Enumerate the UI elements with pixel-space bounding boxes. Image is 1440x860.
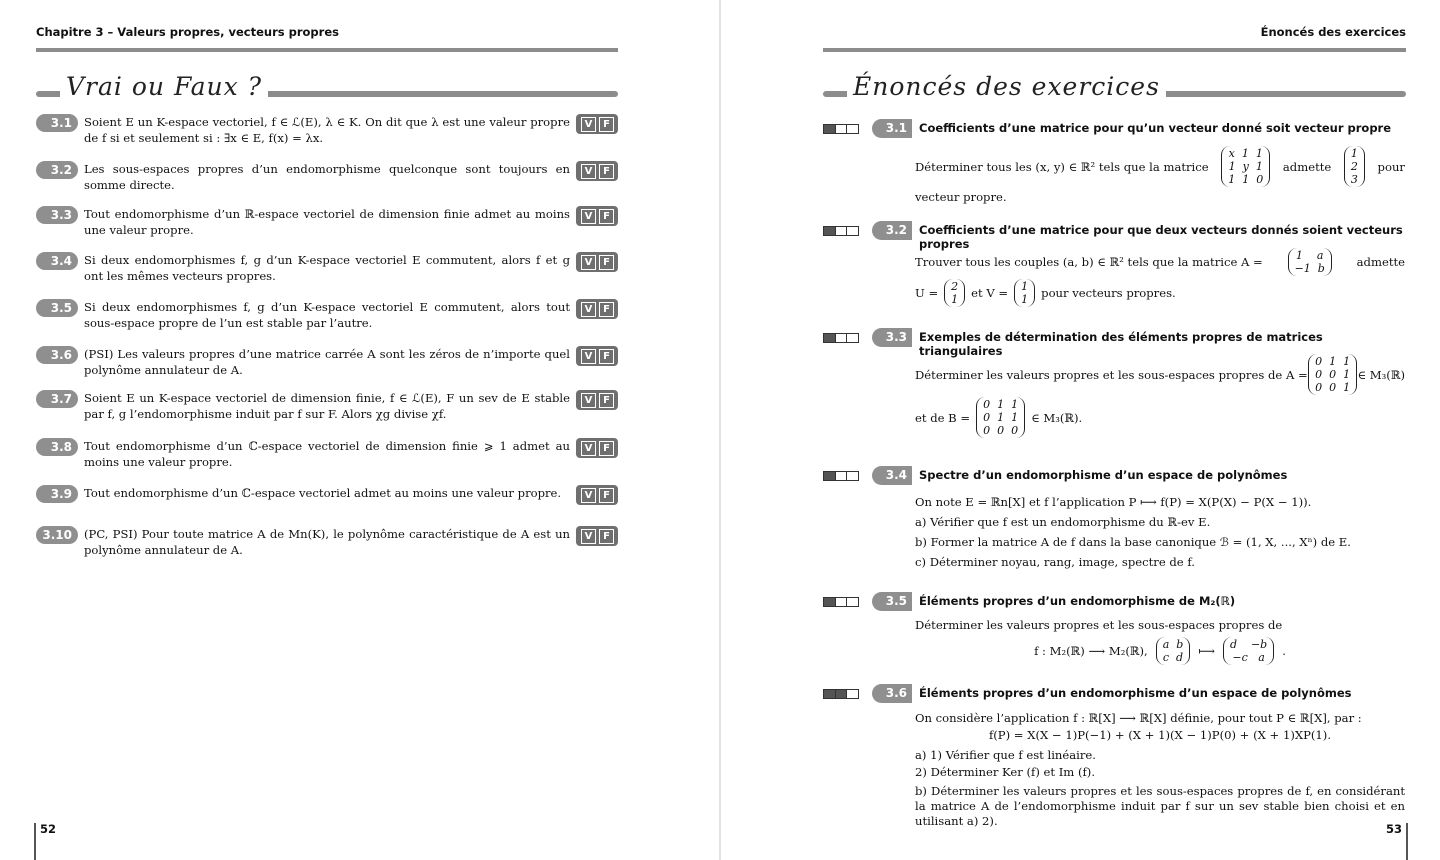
difficulty-indicator bbox=[823, 124, 859, 134]
item-number: 3.7 bbox=[36, 390, 78, 408]
statement-text: admette bbox=[1282, 159, 1332, 174]
matrix bbox=[1156, 637, 1191, 665]
header-rule bbox=[36, 48, 618, 52]
exercise-3-5-body bbox=[915, 617, 1405, 665]
item-statement: Soient E un K-espace vectoriel de dimension finie, f ∈ ℒ(E), F un sev de E stable par f, g l’endomorphisme induit par f sur F. Alors χg divise χf. bbox=[84, 391, 570, 421]
statement-text: Déterminer tous les (x, y) ∈ ℝ² tels que la matrice bbox=[915, 159, 1209, 174]
exercise-title: Coefficients d’une matrice pour que deux vecteurs donnés soient vecteurs propres bbox=[919, 223, 1403, 251]
vrai-button[interactable]: V bbox=[581, 164, 596, 179]
statement-text: pour vecteurs propres. bbox=[1041, 286, 1176, 300]
matrix-row: 0 0 1 bbox=[1315, 381, 1351, 394]
matrix-row: 2 bbox=[951, 280, 959, 293]
exercise-3-2-body bbox=[915, 248, 1405, 307]
matrix-row: a b bbox=[1162, 638, 1184, 651]
item-statement: Tout endomorphisme d’un ℂ-espace vectoriel admet au moins une valeur propre. bbox=[84, 486, 562, 500]
statement-text: pour bbox=[1377, 159, 1405, 174]
matrix-row: 0 1 1 bbox=[1315, 355, 1351, 368]
item-number: 3.1 bbox=[36, 114, 78, 132]
exercise-number: 3.6 bbox=[872, 684, 912, 703]
item-statement: Tout endomorphisme d’un ℂ-espace vectoriel de dimension finie ⩾ 1 admet au moins une valeur propre. bbox=[84, 439, 570, 469]
item-number: 3.3 bbox=[36, 206, 78, 224]
item-number: 3.9 bbox=[36, 485, 78, 503]
vrai-faux-answer-box[interactable] bbox=[576, 526, 618, 546]
vrai-button[interactable]: V bbox=[581, 529, 596, 544]
vrai-button[interactable]: V bbox=[581, 302, 596, 317]
item-statement: Si deux endomorphismes f, g d’un K-espace vectoriel E commutent, alors tout sous-espace propre de l’un est stable par l’autre. bbox=[84, 300, 570, 330]
faux-button[interactable]: F bbox=[599, 529, 614, 544]
matrix-row: −1 b bbox=[1294, 262, 1325, 275]
item-statement: (PC, PSI) Pour toute matrice A de Mn(K), le polynôme caractéristique de A est un polynôme annulateur de A. bbox=[84, 527, 570, 557]
item-number: 3.4 bbox=[36, 252, 78, 270]
statement-text: On note E = ℝn[X] et f l’application P ⟼ f(P) = X(P(X) − P(X − 1)). bbox=[915, 495, 1312, 509]
item-statement: Tout endomorphisme d’un ℝ-espace vectoriel de dimension finie admet au moins une valeur propre. bbox=[84, 207, 570, 237]
difficulty-indicator bbox=[823, 689, 859, 699]
statement-text: Trouver tous les couples (a, b) ∈ ℝ² tels que la matrice A = bbox=[915, 255, 1263, 269]
matrix-row: 2 bbox=[1350, 160, 1358, 173]
section-header: Énoncés des exercices bbox=[1260, 25, 1406, 39]
faux-button[interactable]: F bbox=[599, 302, 614, 317]
statement-text: et V = bbox=[971, 286, 1009, 300]
vrai-faux-answer-box[interactable] bbox=[576, 161, 618, 181]
footer-bar bbox=[1406, 823, 1408, 860]
section-title: Vrai ou Faux ? bbox=[60, 72, 268, 101]
matrix bbox=[1221, 146, 1270, 187]
faux-button[interactable]: F bbox=[599, 117, 614, 132]
faux-button[interactable]: F bbox=[599, 255, 614, 270]
matrix-row: 1 1 0 bbox=[1228, 173, 1264, 186]
matrix-row: 0 1 1 bbox=[983, 398, 1019, 411]
item-number: 3.8 bbox=[36, 438, 78, 456]
vrai-faux-answer-box[interactable] bbox=[576, 438, 618, 458]
vrai-ou-faux-title-row bbox=[36, 72, 618, 108]
statement-text: et de B = bbox=[915, 410, 971, 425]
vrai-faux-answer-box[interactable] bbox=[576, 299, 618, 319]
item-number: 3.6 bbox=[36, 346, 78, 364]
vrai-faux-answer-box[interactable] bbox=[576, 390, 618, 410]
vrai-button[interactable]: V bbox=[581, 488, 596, 503]
matrix-row: 1 a bbox=[1295, 249, 1324, 262]
faux-button[interactable]: F bbox=[599, 393, 614, 408]
vrai-button[interactable]: V bbox=[581, 393, 596, 408]
vrai-button[interactable]: V bbox=[581, 441, 596, 456]
question-a1: a) 1) Vérifier que f est linéaire. bbox=[915, 748, 1096, 762]
matrix-row: 1 bbox=[951, 293, 959, 306]
statement-text: U = bbox=[915, 286, 939, 300]
vrai-button[interactable]: V bbox=[581, 117, 596, 132]
header-rule bbox=[823, 48, 1406, 52]
difficulty-indicator bbox=[823, 226, 859, 236]
item-number: 3.5 bbox=[36, 299, 78, 317]
item-statement: Les sous-espaces propres d’un endomorphisme quelconque sont toujours en somme directe. bbox=[84, 162, 570, 192]
vector bbox=[1344, 146, 1365, 187]
page-number: 52 bbox=[40, 822, 57, 836]
formula: f(P) = X(X − 1)P(−1) + (X + 1)(X − 1)P(0) + (X + 1)XP(1). bbox=[988, 728, 1331, 742]
matrix-row: 1 bbox=[1021, 293, 1029, 306]
item-number: 3.2 bbox=[36, 161, 78, 179]
vrai-faux-answer-box[interactable] bbox=[576, 206, 618, 226]
question-c: c) Déterminer noyau, rang, image, spectre de f. bbox=[915, 555, 1195, 569]
matrix-row: −c a bbox=[1232, 651, 1265, 664]
statement-text: . bbox=[1282, 644, 1286, 658]
matrix-row: 0 0 0 bbox=[983, 424, 1019, 437]
exercise-3-1-body bbox=[915, 146, 1405, 205]
matrix-row: d −b bbox=[1229, 638, 1268, 651]
matrix-row: x 1 1 bbox=[1228, 147, 1263, 160]
statement-text: vecteur propre. bbox=[915, 190, 1007, 204]
statement-text: ∈ M₃(ℝ). bbox=[1031, 410, 1083, 425]
matrix-row: 1 bbox=[1350, 147, 1358, 160]
matrix-row: 3 bbox=[1350, 173, 1358, 186]
exercise-title: Coefficients d’une matrice pour qu’un vecteur donné soit vecteur propre bbox=[919, 121, 1392, 135]
matrix-row: 0 0 1 bbox=[1315, 368, 1351, 381]
exercise-number: 3.3 bbox=[872, 328, 912, 347]
item-number: 3.10 bbox=[36, 526, 78, 544]
vrai-button[interactable]: V bbox=[581, 255, 596, 270]
difficulty-indicator bbox=[823, 597, 859, 607]
page-number: 53 bbox=[1385, 822, 1402, 836]
matrix-row: 0 1 1 bbox=[983, 411, 1019, 424]
question-b: b) Déterminer les valeurs propres et les sous-espaces propres de f, en considérant la matrice A de l’endomorphisme induit par f sur un sev stable bien choisi et en utilisant a) 2). bbox=[915, 784, 1405, 828]
maps-to-arrow: ⟼ bbox=[1198, 644, 1215, 658]
exercise-title: Spectre d’un endomorphisme d’un espace de polynômes bbox=[919, 468, 1288, 482]
question-a2: 2) Déterminer Ker (f) et Im (f). bbox=[915, 765, 1096, 779]
matrix-row: 1 y 1 bbox=[1228, 160, 1263, 173]
faux-button[interactable]: F bbox=[599, 488, 614, 503]
footer-bar bbox=[34, 823, 36, 860]
vrai-faux-answer-box[interactable] bbox=[576, 346, 618, 366]
vrai-button[interactable]: V bbox=[581, 209, 596, 224]
matrix bbox=[1308, 354, 1357, 395]
question-a: a) Vérifier que f est un endomorphisme du ℝ-ev E. bbox=[915, 515, 1211, 529]
statement-text: Déterminer les valeurs propres et les sous-espaces propres de A = bbox=[915, 367, 1308, 382]
map-definition: f : M₂(ℝ) ⟶ M₂(ℝ), bbox=[1034, 644, 1148, 658]
exercise-title: Exemples de détermination des éléments propres de matrices triangulaires bbox=[919, 330, 1323, 358]
exercise-title: Éléments propres d’un endomorphisme d’un espace de polynômes bbox=[919, 686, 1352, 700]
difficulty-indicator bbox=[823, 471, 859, 481]
statement-text: Déterminer les valeurs propres et les sous-espaces propres de bbox=[915, 618, 1283, 632]
matrix bbox=[1223, 637, 1274, 665]
matrix-row: c d bbox=[1162, 651, 1184, 664]
item-statement: Si deux endomorphismes f, g d’un K-espace vectoriel E commutent, alors f et g ont les mêmes vecteurs propres. bbox=[84, 253, 570, 283]
vrai-faux-answer-box[interactable] bbox=[576, 114, 618, 134]
vrai-faux-answer-box[interactable] bbox=[576, 252, 618, 272]
item-statement: (PSI) Les valeurs propres d’une matrice carrée A sont les zéros de n’importe quel polynôme annulateur de A. bbox=[84, 347, 570, 377]
faux-button[interactable]: F bbox=[599, 349, 614, 364]
matrix bbox=[1288, 248, 1332, 276]
exercise-3-6-body bbox=[915, 710, 1405, 829]
right-page bbox=[722, 0, 1440, 860]
statement-text: ∈ M₃(ℝ) bbox=[1357, 367, 1405, 382]
chapter-header: Chapitre 3 – Valeurs propres, vecteurs propres bbox=[36, 25, 339, 39]
item-statement: Soient E un K-espace vectoriel, f ∈ ℒ(E), λ ∈ K. On dit que λ est une valeur propre de f si et seulement si : ∃x ∈ E, f(x) = λx. bbox=[84, 115, 570, 145]
faux-button[interactable]: F bbox=[599, 209, 614, 224]
exercise-number: 3.4 bbox=[872, 466, 912, 485]
matrix bbox=[976, 397, 1025, 438]
faux-button[interactable]: F bbox=[599, 441, 614, 456]
exercise-number: 3.5 bbox=[872, 592, 912, 611]
exercise-3-4-body bbox=[915, 492, 1405, 572]
exercise-3-3-body bbox=[915, 354, 1405, 438]
statement-text: admette bbox=[1356, 255, 1405, 269]
exercise-title: Éléments propres d’un endomorphisme de M₂(ℝ) bbox=[919, 594, 1236, 608]
matrix-row: 1 bbox=[1021, 280, 1029, 293]
vector bbox=[944, 279, 965, 307]
question-b: b) Former la matrice A de f dans la base canonique ℬ = (1, X, ..., Xⁿ) de E. bbox=[915, 535, 1351, 549]
exercise-number: 3.1 bbox=[872, 119, 912, 138]
statement-text: On considère l’application f : ℝ[X] ⟶ ℝ[X] définie, pour tout P ∈ ℝ[X], par : bbox=[915, 711, 1362, 725]
exercise-number: 3.2 bbox=[872, 221, 912, 240]
section-title: Énoncés des exercices bbox=[847, 72, 1166, 101]
vector bbox=[1014, 279, 1035, 307]
enonces-title-row bbox=[823, 72, 1406, 108]
vrai-button[interactable]: V bbox=[581, 349, 596, 364]
faux-button[interactable]: F bbox=[599, 164, 614, 179]
difficulty-indicator bbox=[823, 333, 859, 343]
vrai-faux-answer-box[interactable] bbox=[576, 485, 618, 505]
